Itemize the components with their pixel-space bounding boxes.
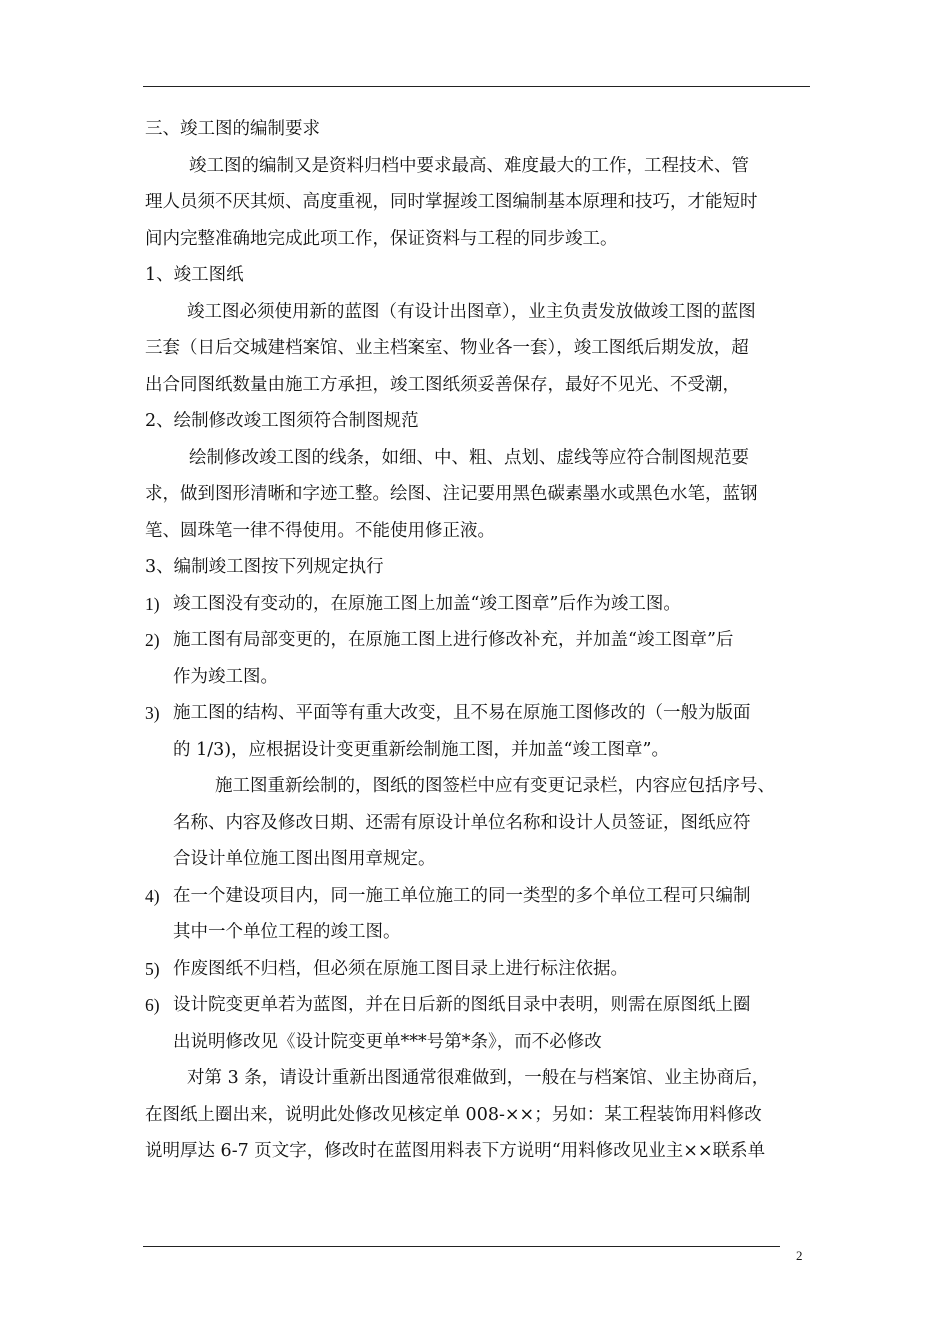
section-title: 三、竣工图的编制要求 [145, 119, 320, 139]
s1-line-1: 竣工图必须使用新的蓝图（有设计出图章），业主负责发放做竣工图的蓝图 [187, 301, 756, 322]
list-num: 3) [145, 703, 160, 723]
list-item-6 [145, 987, 810, 1024]
list-item-3-cont: 的 1/3)，应根据设计变更重新绘制施工图，并加盖“竣工图章”。 [173, 739, 669, 760]
header-rule [143, 86, 810, 87]
closing-line-1: 对第 3 条，请设计重新出图通常很难做到，一般在与档案馆、业主协商后， [187, 1068, 770, 1088]
list-item-3 [145, 695, 810, 732]
s2-title: 2、绘制修改竣工图须符合制图规范 [145, 411, 419, 431]
list-item-1 [145, 586, 810, 623]
s2-line-1: 绘制修改竣工图的线条，如细、中、粗、点划、虚线等应符合制图规范要 [189, 447, 749, 468]
list-item-6-cont: 出说明修改见《设计院变更单***号第*条》，而不必修改 [173, 1031, 602, 1052]
list-item-5 [145, 951, 810, 988]
list-text: 作废图纸不归档，但必须在原施工图目录上进行标注依据。 [173, 958, 628, 979]
note-line-1: 施工图重新绘制的，图纸的图签栏中应有变更记录栏，内容应包括序号、 [215, 776, 775, 796]
note-line-3: 合设计单位施工图出图用章规定。 [173, 849, 436, 869]
intro-line-2: 理人员须不厌其烦、高度重视，同时掌握竣工图编制基本原理和技巧，才能短时 [145, 192, 758, 212]
document-body [145, 111, 810, 1170]
list-num: 1) [145, 593, 160, 614]
list-text: 施工图有局部变更的，在原施工图上进行修改补充，并加盖“竣工图章”后 [173, 630, 734, 650]
list-num: 5) [145, 958, 160, 979]
intro-line-1: 竣工图的编制又是资料归档中要求最高、难度最大的工作，工程技术、管 [189, 155, 749, 176]
list-num: 4) [145, 885, 160, 906]
list-item-4-cont: 其中一个单位工程的竣工图。 [173, 922, 401, 942]
closing-line-3: 说明厚达 6-7 页文字，修改时在蓝图用料表下方说明“用料修改见业主××联系单 [145, 1141, 766, 1161]
list-text: 竣工图没有变动的，在原施工图上加盖“竣工图章”后作为竣工图。 [173, 593, 681, 614]
list-item-2-cont: 作为竣工图。 [173, 666, 278, 687]
s3-title: 3、编制竣工图按下列规定执行 [145, 557, 384, 577]
intro-line-3: 间内完整准确地完成此项工作，保证资料与工程的同步竣工。 [145, 228, 618, 249]
list-text: 设计院变更单若为蓝图，并在日后新的图纸目录中表明，则需在原图纸上圈 [173, 995, 751, 1015]
list-item-4 [145, 878, 810, 915]
s1-line-3: 出合同图纸数量由施工方承担，竣工图纸须妥善保存，最好不见光、不受潮， [145, 374, 740, 395]
s2-line-2: 求，做到图形清晰和字迹工整。绘图、注记要用黑色碳素墨水或黑色水笔，蓝钢 [145, 484, 758, 504]
list-num: 2) [145, 630, 160, 650]
footer-rule [143, 1246, 780, 1247]
s1-line-2: 三套（日后交城建档案馆、业主档案室、物业各一套），竣工图纸后期发放，超 [145, 338, 749, 358]
closing-line-2: 在图纸上圈出来，说明此处修改见核定单 008-××；另如：某工程装饰用料修改 [145, 1104, 762, 1125]
list-num: 6) [145, 995, 160, 1015]
s1-title: 1、竣工图纸 [145, 265, 244, 285]
s2-line-3: 笔、圆珠笔一律不得使用。不能使用修正液。 [145, 520, 495, 541]
page-number: 2 [796, 1248, 803, 1263]
list-item-2 [145, 622, 810, 659]
note-line-2: 名称、内容及修改日期、还需有原设计单位名称和设计人员签证，图纸应符 [173, 812, 751, 833]
list-text: 在一个建设项目内，同一施工单位施工的同一类型的多个单位工程可只编制 [173, 885, 751, 906]
list-text: 施工图的结构、平面等有重大改变，且不易在原施工图修改的（一般为版面 [173, 703, 751, 723]
